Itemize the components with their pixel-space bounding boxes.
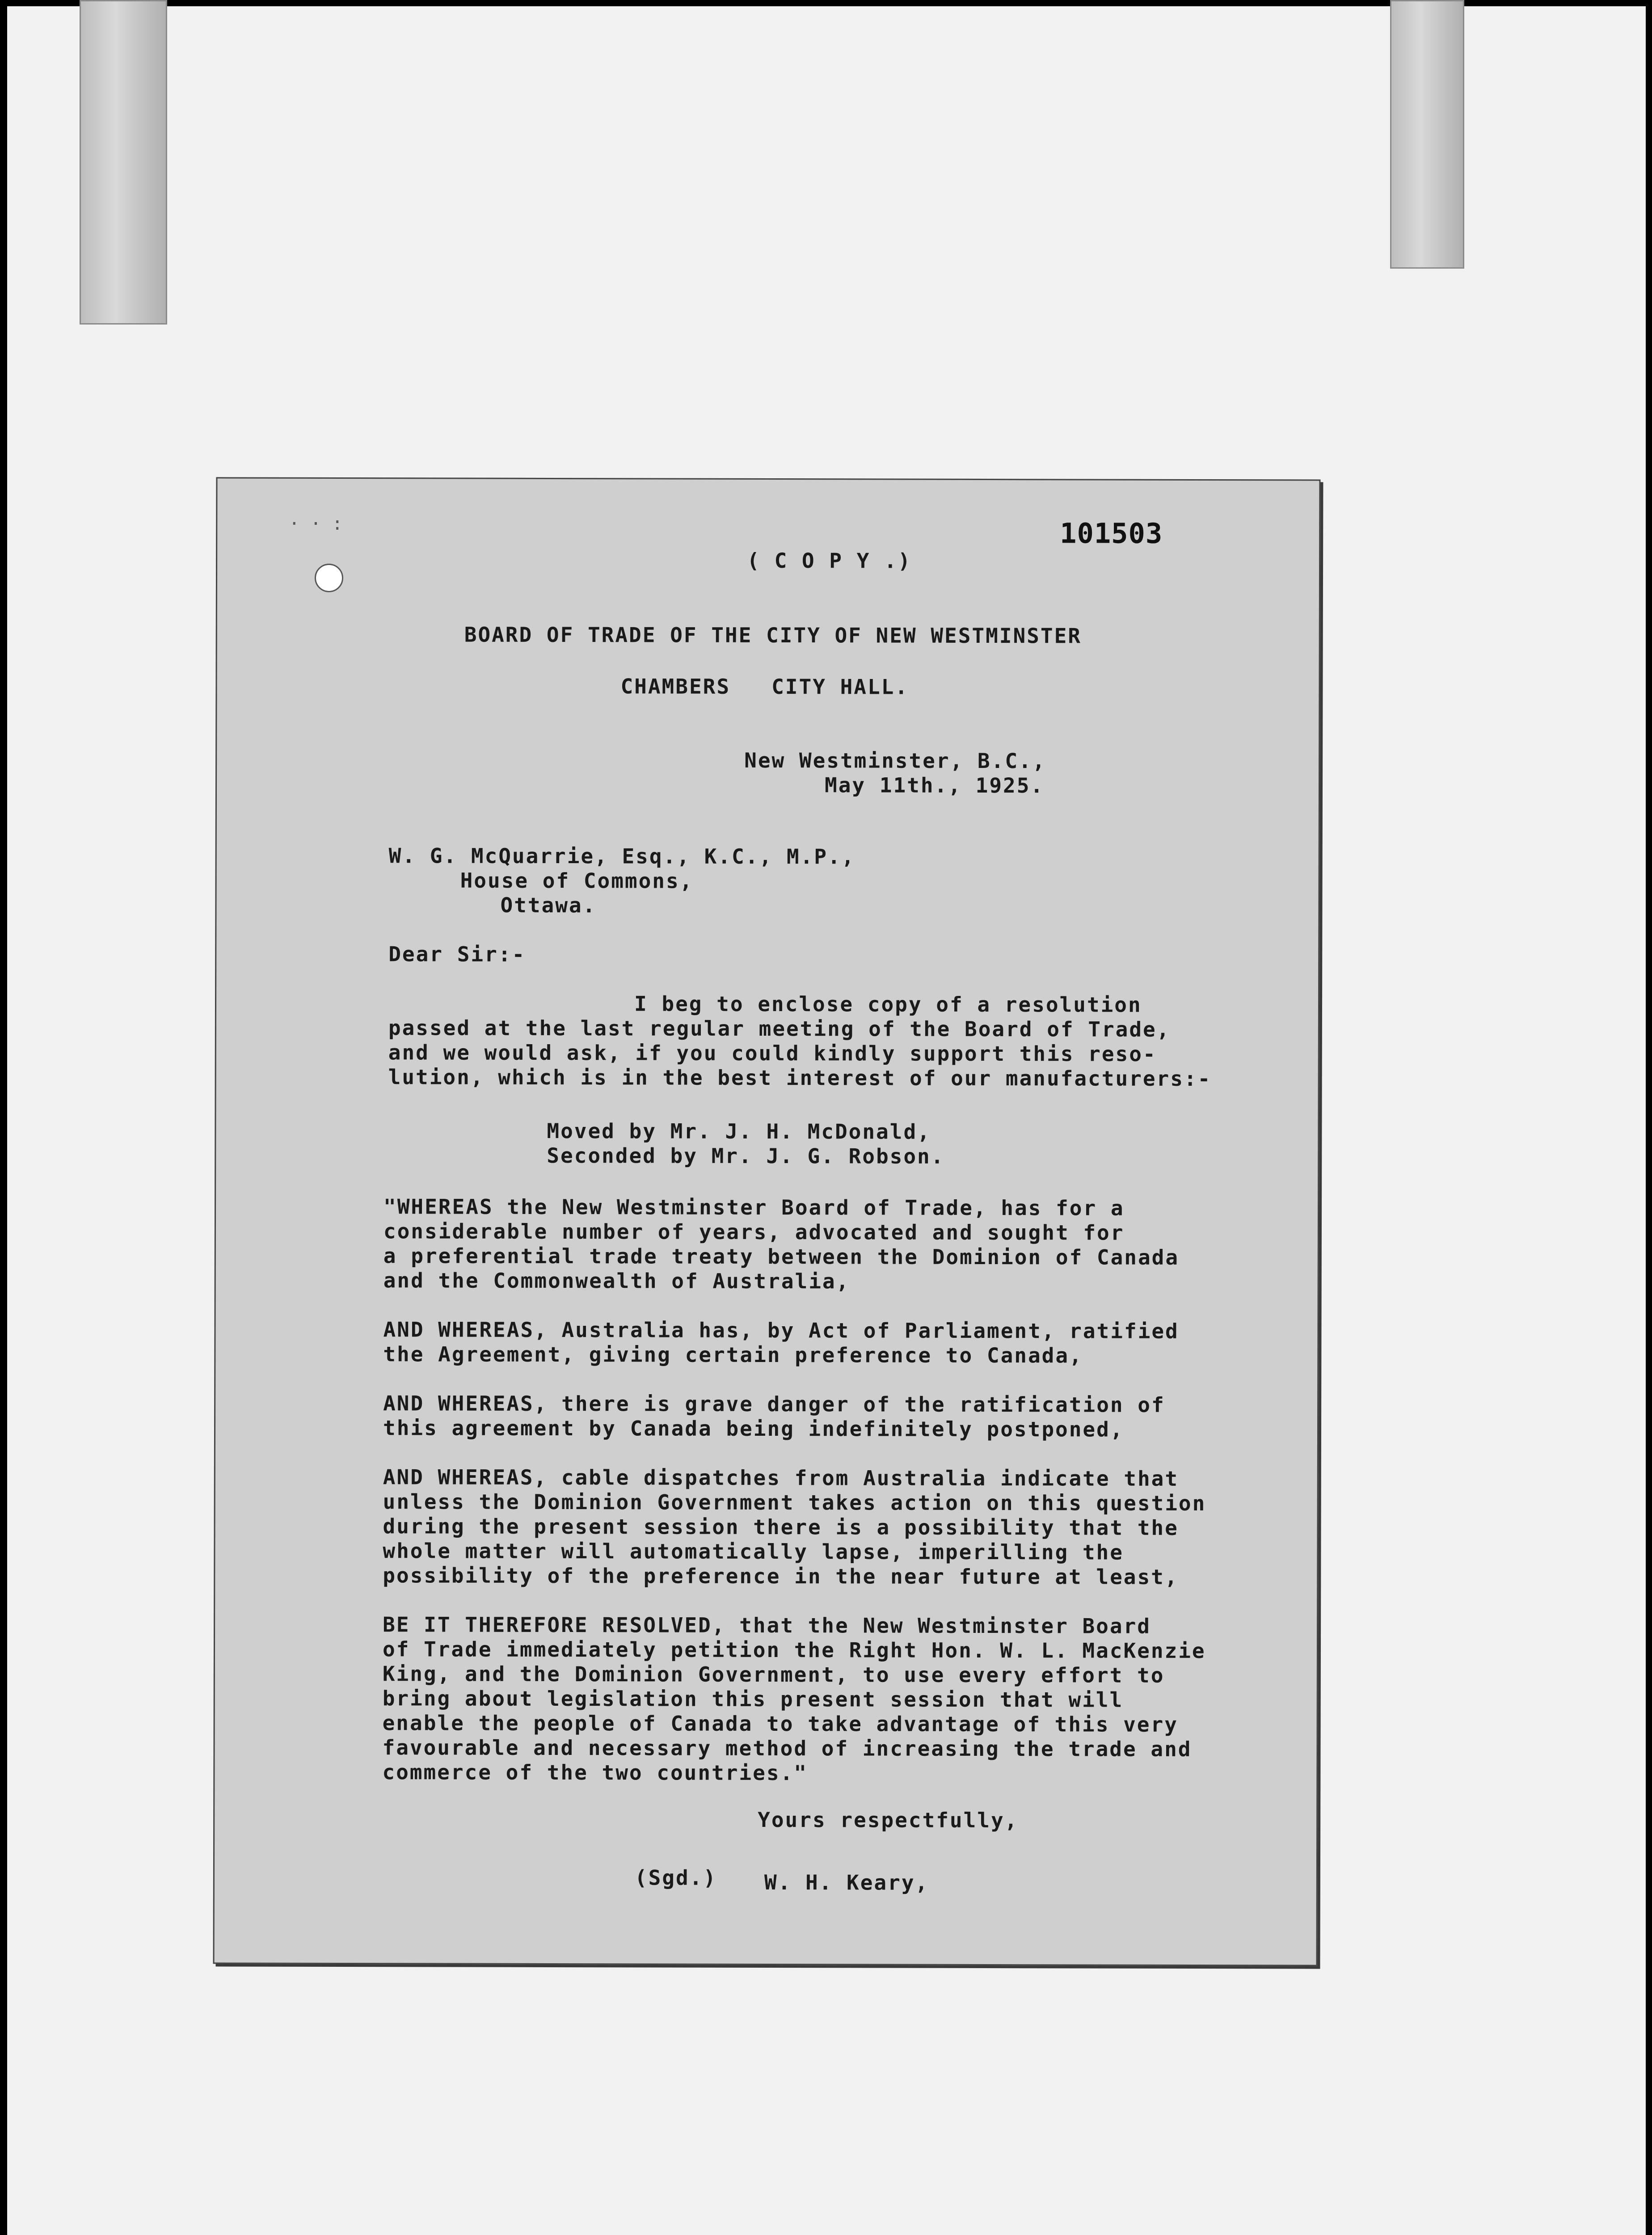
resolution-line: unless the Dominion Government takes action on this question (383, 1489, 1206, 1516)
resolution-line: of Trade immediately petition the Right Hon. W. L. MacKenzie (382, 1637, 1206, 1663)
letterhead-line2: CHAMBERS CITY HALL. (620, 674, 909, 699)
resolution-line: during the present session there is a possibility that the (383, 1514, 1179, 1540)
signed-marker: (Sgd.) (634, 1865, 717, 1890)
resolution-line: this agreement by Canada being indefinitely postponed, (383, 1416, 1124, 1442)
resolution-line: possibility of the preference in the near future at least, (383, 1563, 1179, 1589)
resolution-line: bring about legislation this present session that will (382, 1686, 1124, 1712)
resolution-line: BE IT THEREFORE RESOLVED, that the New Westminster Board (383, 1612, 1151, 1638)
resolution-line: enable the people of Canada to take advantage of this very (382, 1711, 1178, 1737)
resolution-line: and the Commonwealth of Australia, (383, 1268, 850, 1294)
film-border-left (0, 0, 7, 2235)
intro-line: and we would ask, if you could kindly support this reso- (388, 1040, 1157, 1066)
resolution-line: a preferential trade treaty between the Dominion of Canada (383, 1244, 1180, 1269)
place-line: New Westminster, B.C., (744, 748, 1046, 773)
seconded-by: Seconded by Mr. J. G. Robson. (547, 1143, 945, 1168)
intro-line: lution, which is in the best interest of our manufacturers:- (388, 1065, 1212, 1091)
moved-by: Moved by Mr. J. H. McDonald, (547, 1118, 931, 1144)
letterhead-line1: BOARD OF TRADE OF THE CITY OF NEW WESTMINSTER (464, 622, 1082, 648)
intro-line: I beg to enclose copy of a resolution (634, 991, 1142, 1017)
recipient-line: Ottawa. (500, 893, 597, 918)
resolution-line: King, and the Dominion Government, to use every effort to (382, 1661, 1165, 1687)
date-line: May 11th., 1925. (824, 773, 1045, 798)
resolution-line: considerable number of years, advocated and sought for (383, 1219, 1125, 1245)
mounting-tape (1390, 0, 1464, 269)
recipient-line: W. G. McQuarrie, Esq., K.C., M.P., (388, 843, 856, 869)
resolution-line: AND WHEREAS, Australia has, by Act of Parliament, ratified (383, 1317, 1179, 1343)
intro-line: passed at the last regular meeting of the Board of Trade, (388, 1016, 1171, 1042)
resolution-line: favourable and necessary method of increasing the trade and (382, 1735, 1192, 1761)
resolution-line: whole matter will automatically lapse, imperilling the (383, 1539, 1124, 1564)
mounting-tape (80, 0, 167, 325)
document-number: 101503 (1060, 517, 1163, 550)
closing: Yours respectfully, (758, 1807, 1019, 1833)
resolution-line: the Agreement, giving certain preference to Canada, (383, 1342, 1083, 1368)
letter-page (213, 477, 1321, 1966)
resolution-line: "WHEREAS the New Westminster Board of Trade, has for a (384, 1194, 1125, 1220)
punch-hole (315, 564, 343, 592)
resolution-line: AND WHEREAS, cable dispatches from Australia indicate that (383, 1465, 1179, 1491)
recipient-line: House of Commons, (460, 868, 694, 893)
corner-marks: · · : (289, 513, 343, 535)
signature: W. H. Keary, (764, 1870, 929, 1895)
film-border-right (1646, 0, 1652, 2235)
copy-marker: ( C O P Y .) (747, 548, 912, 573)
resolution-line: commerce of the two countries." (382, 1760, 808, 1785)
resolution-line: AND WHEREAS, there is grave danger of the ratification of (383, 1391, 1165, 1417)
salutation: Dear Sir:- (388, 942, 526, 966)
